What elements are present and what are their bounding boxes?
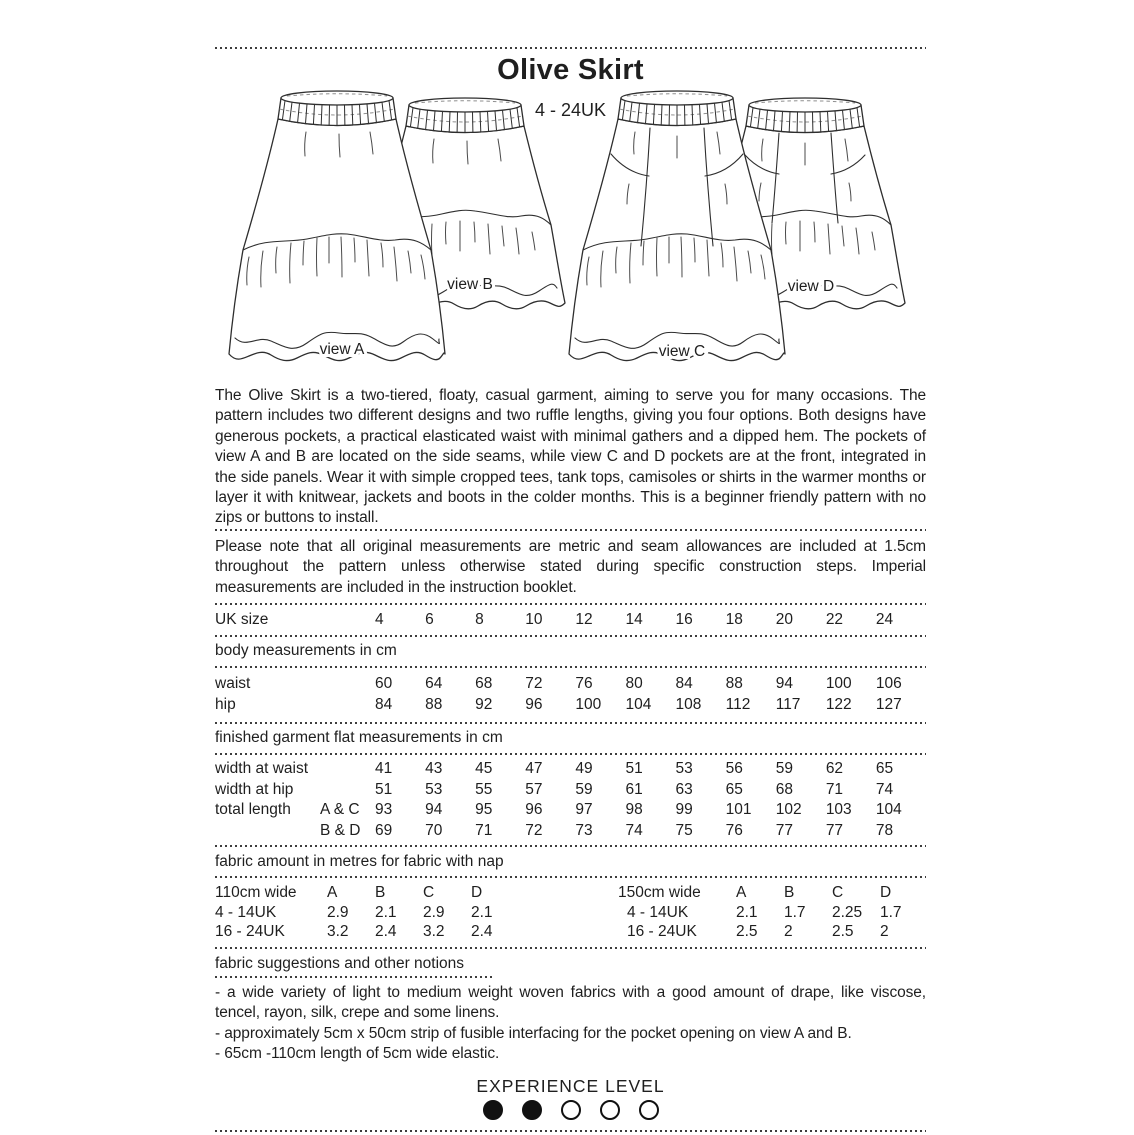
cell: 61 [625, 780, 643, 798]
cell: 117 [775, 695, 801, 713]
uk-size-row [215, 606, 926, 634]
cell: 112 [725, 695, 751, 713]
row-label: width at waist [215, 760, 309, 778]
cell: 76 [575, 675, 593, 693]
cell: 94 [425, 801, 443, 819]
row-label: total length [215, 801, 291, 819]
row-label: hip [215, 695, 236, 713]
cell: 65 [725, 780, 743, 798]
cell: 108 [675, 695, 702, 713]
experience-dots [215, 1100, 926, 1122]
cell: 62 [825, 760, 844, 778]
size-cell: 16 [675, 611, 693, 629]
finished-measurements-table [215, 755, 926, 845]
cell: 41 [375, 760, 393, 778]
table-row [215, 780, 926, 800]
cell: 80 [625, 675, 643, 693]
finished-measurements-heading: finished garment flat measurements in cm [215, 729, 503, 747]
cell: 2.9 [423, 903, 445, 921]
cell: 95 [475, 801, 493, 819]
row-sublabel: B & D [320, 821, 361, 839]
cell: 77 [825, 821, 844, 839]
size-range: 4 - 24UK [534, 100, 607, 120]
experience-dot [522, 1100, 542, 1120]
cell: 102 [775, 801, 802, 819]
col-header: C [832, 883, 844, 901]
cell: 84 [375, 695, 393, 713]
cell: 2 [880, 923, 889, 941]
row-sublabel [320, 780, 375, 800]
page-content [215, 0, 926, 1132]
cell: 96 [525, 801, 543, 819]
cell: 122 [825, 695, 852, 713]
cell: 99 [675, 801, 693, 819]
cell: 100 [575, 695, 602, 713]
fabric-tables [215, 879, 926, 947]
cell: 106 [875, 675, 902, 693]
cell: 59 [575, 780, 593, 798]
cell: 88 [725, 675, 743, 693]
size-cell: 4 [375, 611, 384, 629]
uk-size-label: UK size [215, 611, 269, 629]
cell: 96 [525, 695, 543, 713]
row-label: 16 - 24UK [215, 923, 285, 941]
row-sublabel: A & C [320, 801, 360, 819]
cell: 68 [475, 675, 493, 693]
cell: 2.4 [471, 923, 493, 941]
notions-heading: fabric suggestions and other notions [215, 954, 465, 972]
cell: 3.2 [423, 923, 445, 941]
measurement-note: Please note that all original measurements are metric and seam allowances are included at 1.5cm throughout the pattern unless otherwise stated during specific construction steps. Imperial measurements are included in the instruction booklet. [215, 537, 926, 596]
size-cell: 22 [825, 611, 844, 629]
cell: 74 [625, 821, 643, 839]
cell: 97 [575, 801, 593, 819]
view-a-label: view A [319, 341, 365, 358]
fabric-table-150 [618, 883, 928, 942]
cell: 104 [625, 695, 652, 713]
notion-item: - 65cm -110cm length of 5cm wide elastic. [215, 1044, 500, 1062]
cell: 78 [875, 821, 894, 839]
cell: 2.1 [736, 903, 758, 921]
cell: 92 [475, 695, 493, 713]
cell: 74 [875, 780, 894, 798]
top-rule [215, 47, 926, 50]
row-label: 16 - 24UK [627, 923, 697, 941]
view-b-label: view B [447, 276, 493, 293]
row-label: 4 - 14UK [627, 903, 689, 921]
bottom-rule [215, 1129, 926, 1132]
cell: 59 [775, 760, 793, 778]
size-cell: 6 [425, 611, 434, 629]
col-header: C [423, 883, 435, 901]
size-cell: 14 [625, 611, 643, 629]
row-sublabel [320, 759, 375, 779]
cell: 53 [675, 760, 693, 778]
col-header: A [327, 883, 338, 901]
cell: 69 [375, 821, 393, 839]
cell: 2.4 [375, 923, 397, 941]
cell: 2.5 [832, 923, 854, 941]
cell: 98 [625, 801, 643, 819]
table-row [215, 800, 926, 820]
size-cell: 18 [725, 611, 743, 629]
table-row [215, 821, 926, 841]
view-d-label: view D [787, 278, 835, 295]
cell: 68 [775, 780, 793, 798]
cell: 73 [575, 821, 593, 839]
notion-item: - approximately 5cm x 50cm strip of fusible interfacing for the pocket opening on view A and B. [215, 1024, 852, 1042]
cell: 51 [375, 780, 393, 798]
experience-dot [561, 1100, 581, 1120]
cell: 60 [375, 675, 393, 693]
cell: 53 [425, 780, 443, 798]
header [215, 0, 926, 386]
col-header: D [880, 883, 892, 901]
cell: 2.1 [375, 903, 397, 921]
cell: 1.7 [880, 903, 902, 921]
size-cell: 20 [775, 611, 793, 629]
cell: 47 [525, 760, 543, 778]
body-measurements-table [215, 668, 926, 721]
table-row [215, 759, 926, 779]
size-cell: 24 [875, 611, 894, 629]
row-label: waist [215, 675, 251, 693]
cell: 72 [525, 675, 543, 693]
cell: 71 [475, 821, 493, 839]
cell: 71 [825, 780, 844, 798]
size-cell: 12 [575, 611, 593, 629]
notions-list [215, 983, 926, 1065]
cell: 88 [425, 695, 443, 713]
col-header: B [784, 883, 795, 901]
cell: 70 [425, 821, 443, 839]
size-cell: 8 [475, 611, 484, 629]
cell: 51 [625, 760, 643, 778]
cell: 127 [875, 695, 902, 713]
row-label [215, 821, 320, 841]
experience-dot [483, 1100, 503, 1120]
cell: 100 [825, 675, 852, 693]
cell: 104 [875, 801, 902, 819]
fabric-width-label: 110cm wide [215, 883, 297, 901]
cell: 3.2 [327, 923, 349, 941]
cell: 45 [475, 760, 493, 778]
cell: 94 [775, 675, 793, 693]
cell: 72 [525, 821, 543, 839]
skirt-illustrations [215, 86, 926, 386]
cell: 56 [725, 760, 743, 778]
cell: 75 [675, 821, 693, 839]
cell: 76 [725, 821, 743, 839]
cell: 103 [825, 801, 852, 819]
row-label: 4 - 14UK [215, 903, 277, 921]
fabric-table-110 [215, 883, 519, 942]
cell: 63 [675, 780, 693, 798]
experience-heading: EXPERIENCE LEVEL [476, 1076, 665, 1097]
description: The Olive Skirt is a two-tiered, floaty, casual garment, aiming to serve you for many occasions. The pattern includes two different designs and two ruffle lengths, giving you four options. Both designs have generous pockets, a practical elasticated waist with minimal gathers and a dipped hem. The pockets of view A and B are located on the side seams, while view C and D pockets are at the front, integrated in the side panels. Wear it with simple cropped tees, tank tops, camisoles or shirts in the warmer months or layer it with knitwear, jackets and boots in the colder months. This is a beginner friendly pattern with no zips or buttons to install. [215, 387, 926, 527]
fabric-heading: fabric amount in metres for fabric with nap [215, 852, 504, 870]
short-rule [215, 976, 493, 979]
experience-dot [639, 1100, 659, 1120]
cell: 1.7 [784, 903, 806, 921]
rule [215, 529, 926, 532]
cell: 65 [875, 760, 894, 778]
cell: 2.1 [471, 903, 493, 921]
row-label: width at hip [215, 780, 294, 798]
cell: 49 [575, 760, 593, 778]
notion-item: - a wide variety of light to medium weight woven fabrics with a good amount of drape, like viscose, tencel, rayon, silk, crepe and some linens. [215, 983, 926, 1022]
body-measurements-heading: body measurements in cm [215, 642, 397, 660]
page-title: Olive Skirt [497, 54, 644, 86]
col-header: B [375, 883, 386, 901]
cell: 43 [425, 760, 443, 778]
cell: 57 [525, 780, 543, 798]
table-row [215, 695, 926, 715]
experience-level [215, 1076, 926, 1122]
cell: 77 [775, 821, 793, 839]
cell: 55 [475, 780, 493, 798]
cell: 64 [425, 675, 443, 693]
col-header: A [736, 883, 747, 901]
cell: 84 [675, 675, 693, 693]
view-c-label: view C [658, 343, 706, 360]
fabric-width-label: 150cm wide [618, 883, 701, 901]
cell: 2 [784, 923, 793, 941]
experience-dot [600, 1100, 620, 1120]
size-cell: 10 [525, 611, 543, 629]
cell: 101 [725, 801, 752, 819]
cell: 2.9 [327, 903, 349, 921]
table-row [215, 674, 926, 694]
cell: 2.25 [832, 903, 863, 921]
cell: 93 [375, 801, 393, 819]
col-header: D [471, 883, 483, 901]
cell: 2.5 [736, 923, 758, 941]
